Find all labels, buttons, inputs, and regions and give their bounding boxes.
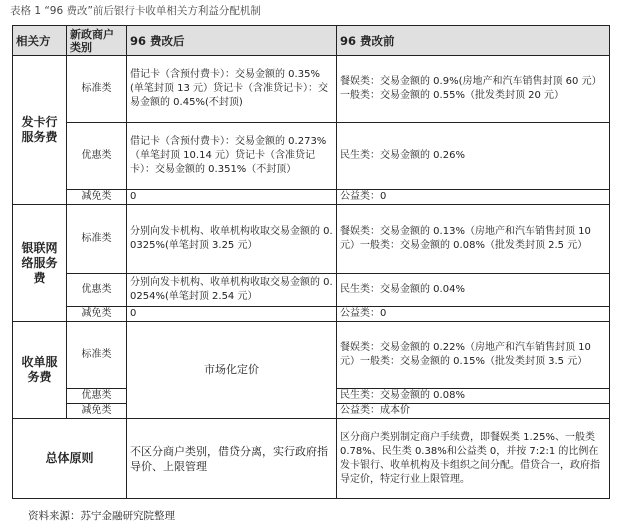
table-row: [13, 274, 610, 307]
header-party: 相关方: [13, 26, 67, 56]
source-note: 资料来源：苏宁金融研究院整理: [28, 510, 175, 522]
principle-after: 不区分商户类别，借贷分离，实行政府指导价、上限管理: [127, 419, 337, 499]
unionpay-standard-label: 标准类: [67, 205, 127, 274]
principle-label: 总体原则: [13, 419, 127, 499]
table-row: [13, 419, 610, 499]
unionpay-discount-before: 民生类：交易金额的 0.04%: [337, 274, 610, 307]
unionpay-exempt-label: 减免类: [67, 307, 127, 322]
acquirer-discount-label: 优惠类: [67, 389, 127, 404]
table-caption: 表格 1 “96 费改”前后银行卡收单相关方利益分配机制: [10, 5, 261, 17]
acquirer-after-market-pricing: 市场化定价: [127, 322, 337, 419]
issuer-discount-label: 优惠类: [67, 123, 127, 190]
table-row: [13, 322, 610, 389]
acquirer-standard-label: 标准类: [67, 322, 127, 389]
table-row: [13, 190, 610, 205]
issuer-standard-before: 餐娱类：交易金额的 0.9%(房地产和汽车销售封顶 60 元）一般类：交易金额的 0.55%（批发类封顶 20 元）: [337, 56, 610, 123]
unionpay-standard-after: 分别向发卡机构、收单机构收取交易金额的 0.0325%(单笔封顶 3.25 元）: [127, 205, 337, 274]
principle-before: 区分商户类别制定商户手续费，即餐娱类 1.25%、一般类 0.78%、民生类 0.38%和公益类 0，并按 7:2:1 的比例在发卡银行、收单机构及卡组织之间分配。借贷合一，政府指导定价，特定行业上限管理。: [337, 419, 610, 499]
issuer-standard-label: 标准类: [67, 56, 127, 123]
issuer-discount-after: 借记卡（含预付费卡）：交易金额的 0.273%（单笔封顶 10.14 元）贷记卡（含准贷记卡）：交易金额的 0.351%（不封顶）: [127, 123, 337, 190]
header-row: [13, 26, 610, 56]
acquirer-exempt-before: 公益类：成本价: [337, 404, 610, 419]
acquirer-standard-before: 餐娱类：交易金额的 0.22%（房地产和汽车销售封顶 10 元）一般类：交易金额的 0.15%（批发类封顶 3.5 元）: [337, 322, 610, 389]
issuer-standard-after: 借记卡（含预付费卡）：交易金额的 0.35%(单笔封顶 13 元）贷记卡（含准贷记卡）：交易金额的 0.45%(不封顶): [127, 56, 337, 123]
acquirer-exempt-label: 减免类: [67, 404, 127, 419]
issuer-exempt-label: 减免类: [67, 190, 127, 205]
issuer-discount-before: 民生类：交易金额的 0.26%: [337, 123, 610, 190]
header-before-reform: 96 费改前: [337, 26, 610, 56]
table-row: [13, 123, 610, 190]
unionpay-fee-label: 银联网络服务费: [13, 205, 67, 322]
table-row: [13, 56, 610, 123]
issuer-exempt-before: 公益类：0: [337, 190, 610, 205]
issuer-fee-label: 发卡行服务费: [13, 56, 67, 205]
unionpay-standard-before: 餐娱类：交易金额的 0.13%（房地产和汽车销售封顶 10 元）一般类：交易金额的 0.08%（批发类封顶 2.5 元）: [337, 205, 610, 274]
unionpay-exempt-after: 0: [127, 307, 337, 322]
table-row: [13, 205, 610, 274]
table-row: [13, 307, 610, 322]
unionpay-exempt-before: 公益类：0: [337, 307, 610, 322]
unionpay-discount-after: 分别向发卡机构、收单机构收取交易金额的 0.0254%(单笔封顶 2.54 元）: [127, 274, 337, 307]
fee-allocation-table: [12, 25, 610, 499]
issuer-exempt-after: 0: [127, 190, 337, 205]
acquirer-fee-label: 收单服务费: [13, 322, 67, 419]
header-after-reform: 96 费改后: [127, 26, 337, 56]
header-merchant-category: 新政商户类别: [67, 26, 127, 56]
acquirer-discount-before: 民生类：交易金额的 0.08%: [337, 389, 610, 404]
unionpay-discount-label: 优惠类: [67, 274, 127, 307]
